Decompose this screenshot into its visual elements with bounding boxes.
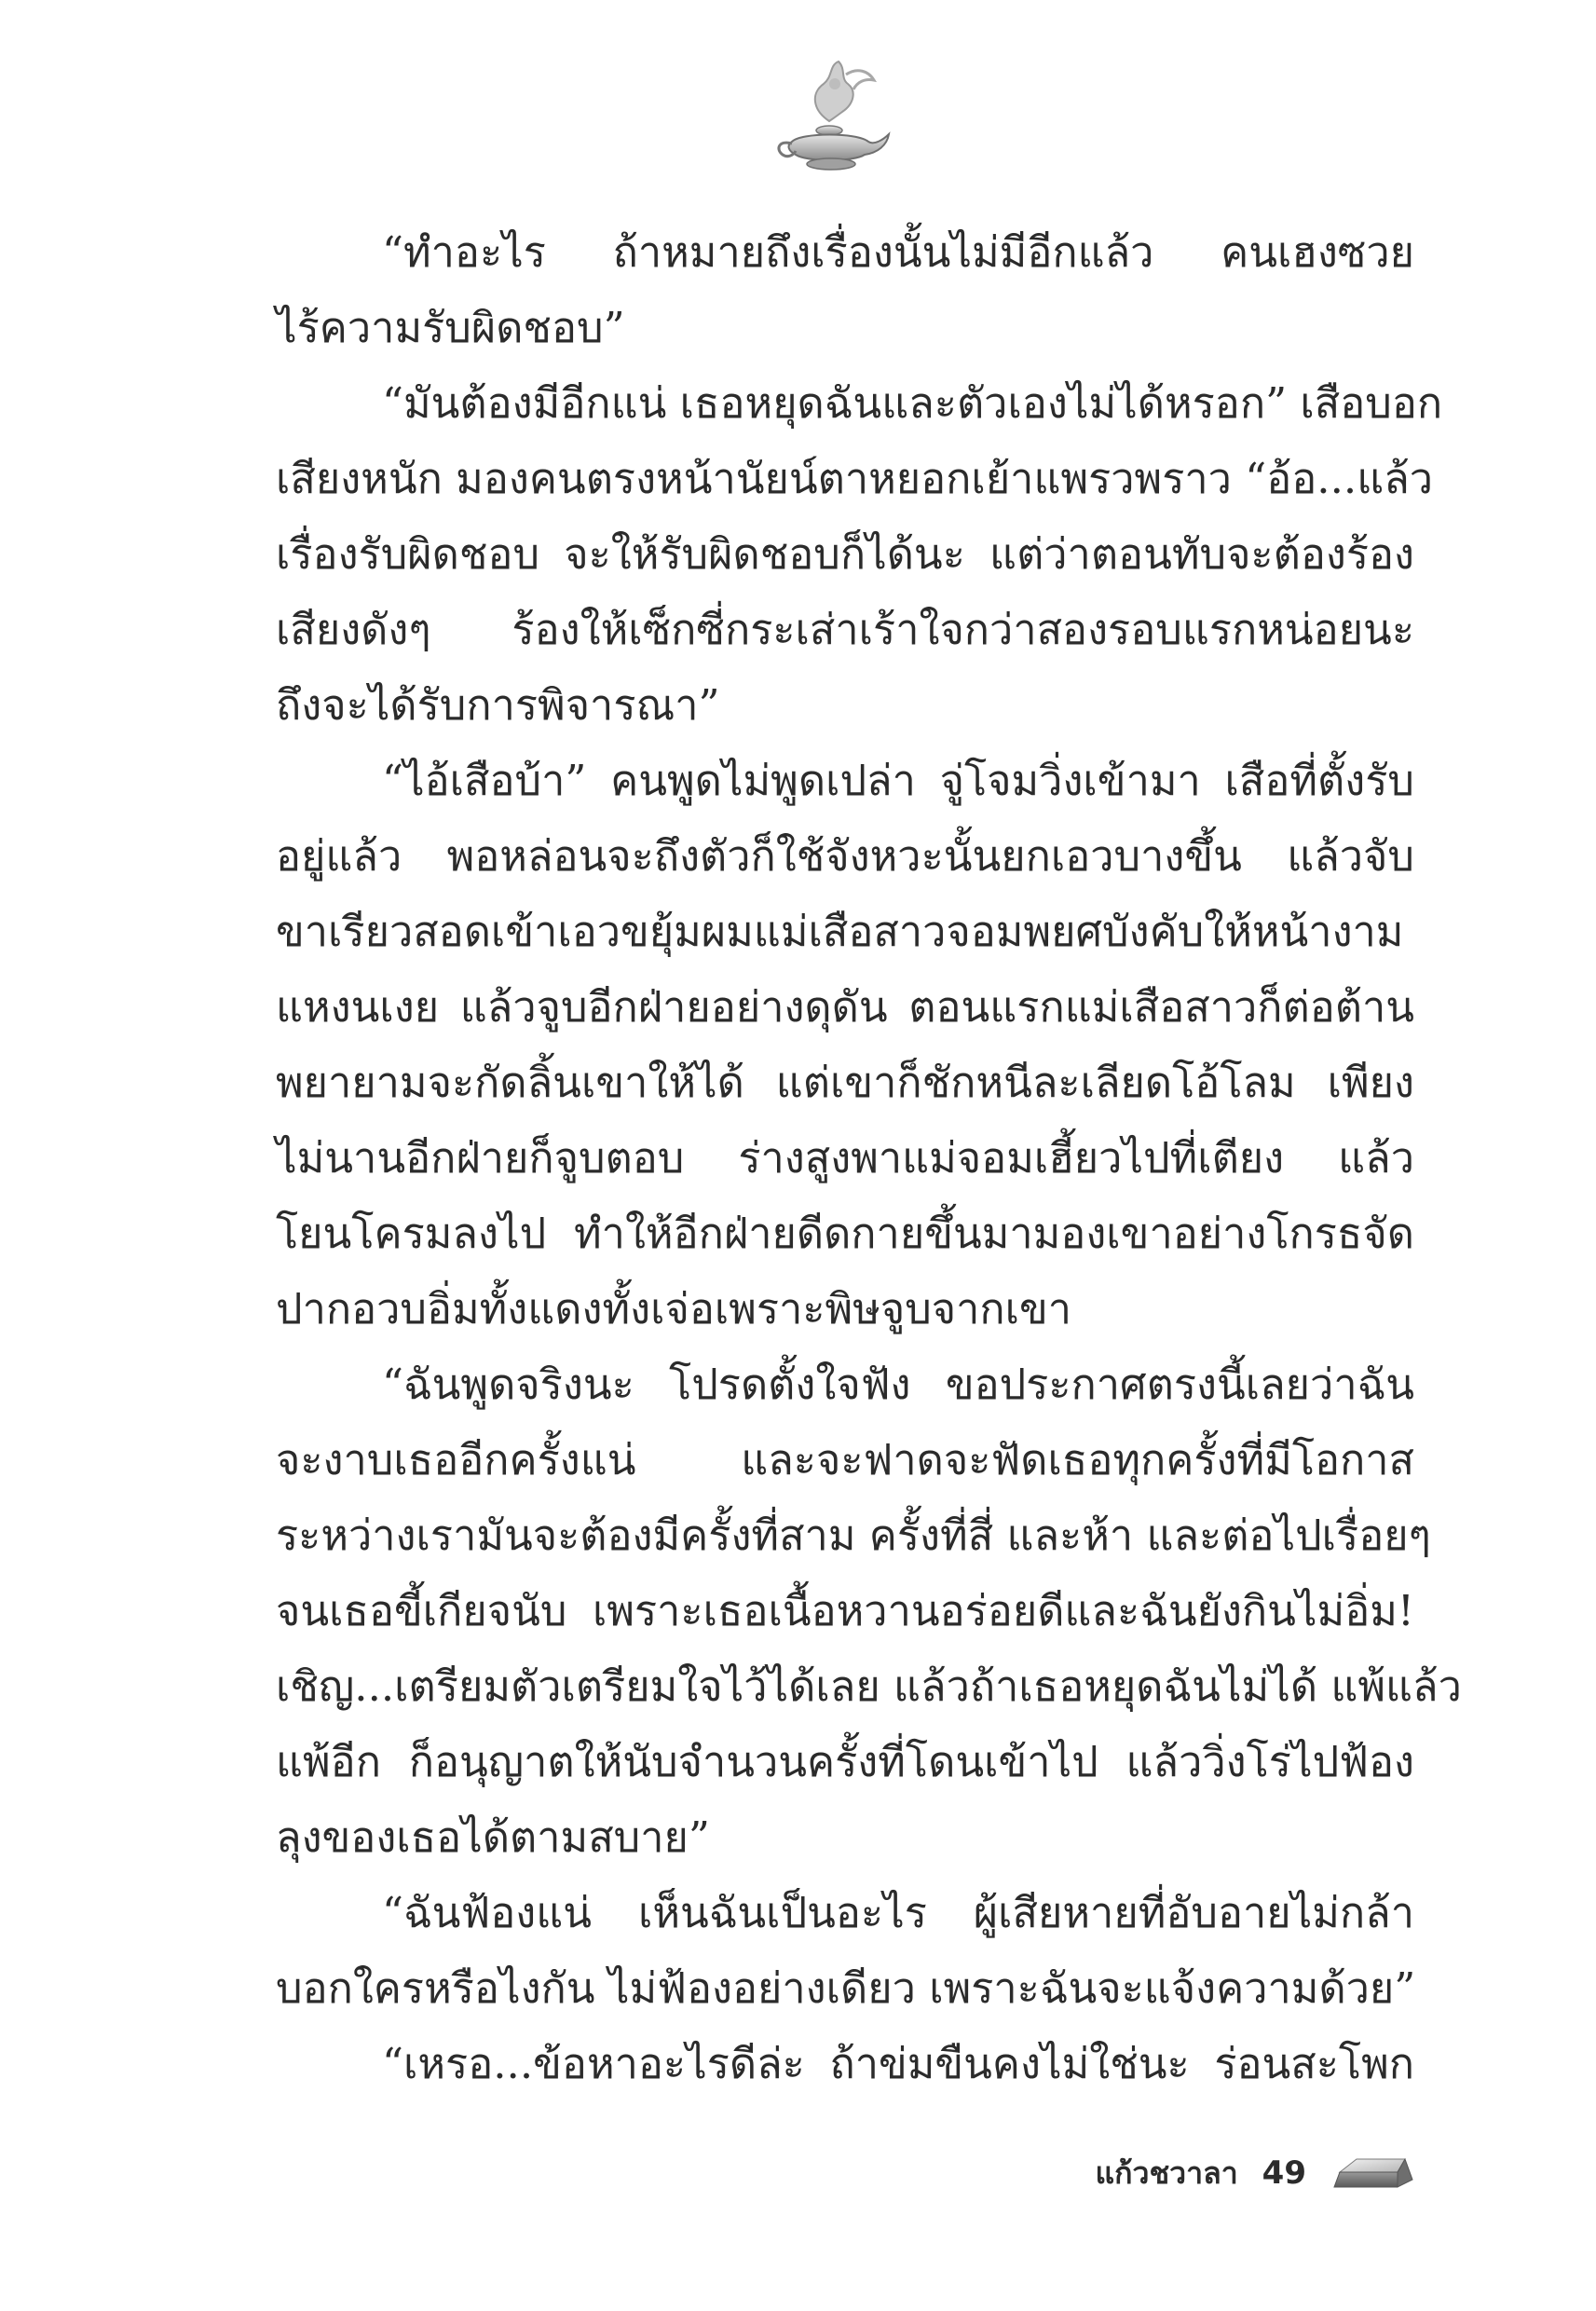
genie-lamp-icon (764, 56, 894, 177)
page-footer (1095, 2145, 1414, 2201)
text-line: แหงนเงย แล้วจูบอีกฝ่ายอย่างดุดัน ตอนแรกแม่เสือสาวก็ต่อต้าน (276, 982, 1414, 1032)
text-line: เรื่องรับผิดชอบ จะให้รับผิดชอบก็ได้นะ แต่ว่าตอนทับจะต้องร้อง (276, 529, 1414, 579)
text-line: ปากอวบอิ่มทั้งแดงทั้งเจ่อเพราะพิษจูบจากเขา (276, 1284, 1072, 1333)
text-line: “ไอ้เสือบ้า” คนพูดไม่พูดเปล่า จู่โจมวิ่งเข้ามา เสือที่ตั้งรับ (382, 756, 1414, 805)
text-line: เสียงดังๆ ร้องให้เซ็กซี่กระเส่าเร้าใจกว่าสองรอบแรกหน่อยนะ (276, 605, 1414, 654)
text-line: “ฉันพูดจริงนะ โปรดตั้งใจฟัง ขอประกาศตรงนี้เลยว่าฉัน (382, 1360, 1414, 1409)
text-line: ไม่นานอีกฝ่ายก็จูบตอบ ร่างสูงพาแม่จอมเฮี้ยวไปที่เตียง แล้ว (276, 1133, 1414, 1183)
text-line: ขาเรียวสอดเข้าเอวขยุ้มผมแม่เสือสาวจอมพยศบังคับให้หน้างาม (276, 907, 1404, 956)
text-line: แพ้อีก ก็อนุญาตให้นับจำนวนครั้งที่โดนเข้าไป แล้ววิ่งโร่ไปฟ้อง (276, 1737, 1414, 1786)
text-line: เชิญ...เตรียมตัวเตรียมใจไว้ได้เลย แล้วถ้าเธอหยุดฉันไม่ได้ แพ้แล้ว (276, 1661, 1462, 1711)
text-line: “เหรอ...ข้อหาอะไรดีล่ะ ถ้าข่มขืนคงไม่ใช่นะ ร่อนสะโพก (382, 2039, 1414, 2088)
text-line: อยู่แล้ว พอหล่อนจะถึงตัวก็ใช้จังหวะนั้นยกเอวบางขึ้น แล้วจับ (276, 831, 1414, 881)
text-line: “ทำอะไร ถ้าหมายถึงเรื่องนั้นไม่มีอีกแล้ว คนเฮงซวย (382, 227, 1414, 277)
body-text (276, 214, 1462, 2101)
text-line: “ฉันฟ้องแน่ เห็นฉันเป็นอะไร ผู้เสียหายที่อับอายไม่กล้า (382, 1888, 1414, 1937)
text-line: บอกใครหรือไงกัน ไม่ฟ้องอย่างเดียว เพราะฉันจะแจ้งความด้วย” (276, 1963, 1416, 2013)
text-line: พยายามจะกัดลิ้นเขาให้ได้ แต่เขาก็ชักหนีละเลียดโอ้โลม เพียง (276, 1058, 1414, 1107)
text-line: ระหว่างเรามันจะต้องมีครั้งที่สาม ครั้งที่สี่ และห้า และต่อไปเรื่อยๆ (276, 1511, 1431, 1560)
text-line: ถึงจะได้รับการพิจารณา” (276, 680, 720, 730)
text-line: จนเธอขี้เกียจนับ เพราะเธอเนื้อหวานอร่อยดีและฉันยังกินไม่อิ่ม! (276, 1586, 1414, 1635)
text-line: ไร้ความรับผิดชอบ” (276, 303, 625, 352)
text-line: เสียงหนัก มองคนตรงหน้านัยน์ตาหยอกเย้าแพรวพราว “อ้อ...แล้ว (276, 454, 1434, 503)
book-title: แก้วชวาลา (1095, 2154, 1238, 2191)
text-line: “มันต้องมีอีกแน่ เธอหยุดฉันและตัวเองไม่ได้หรอก” เสือบอก (382, 378, 1443, 428)
text-line: จะงาบเธออีกครั้งแน่ และจะฟาดจะฟัดเธอทุกครั้งที่มีโอกาส (276, 1435, 1414, 1484)
gold-bar-icon (1330, 2152, 1414, 2195)
text-line: ลุงของเธอได้ตามสบาย” (276, 1812, 710, 1862)
page-number: 49 (1262, 2154, 1306, 2192)
text-line: โยนโครมลงไป ทำให้อีกฝ่ายดีดกายขึ้นมามองเขาอย่างโกรธจัด (276, 1209, 1414, 1258)
